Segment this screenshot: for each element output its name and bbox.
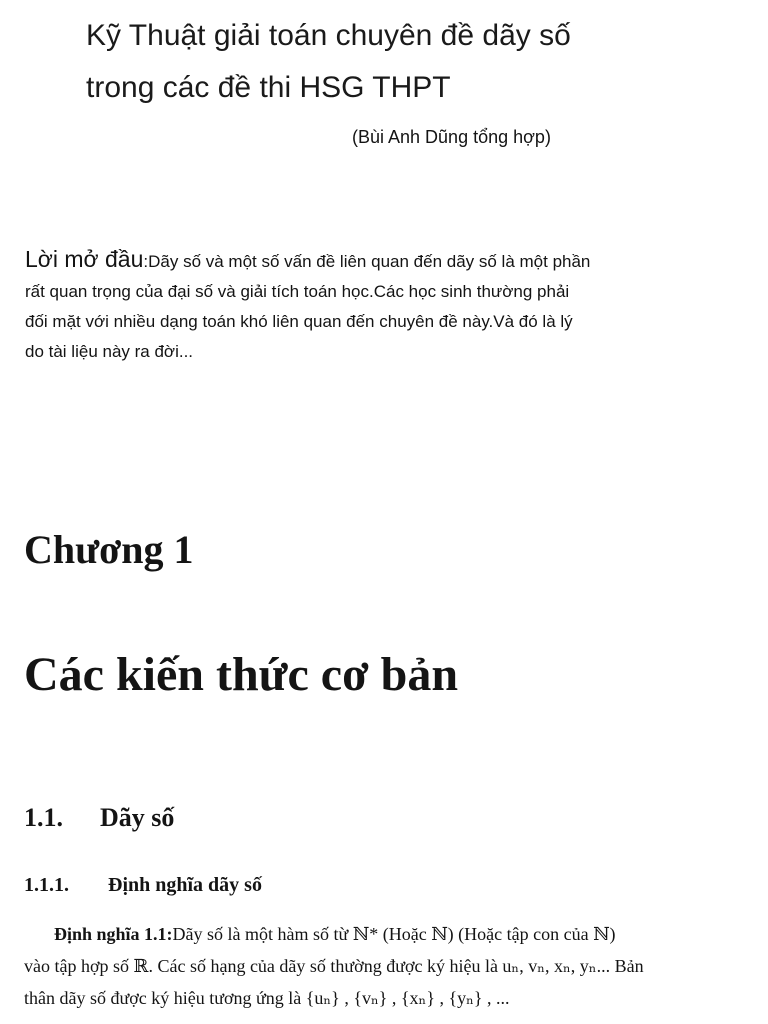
intro-line-4: do tài liệu này ra đời... — [25, 342, 194, 361]
definition-label: Định nghĩa 1.1: — [54, 924, 173, 944]
definition-line-3: thân dãy số được ký hiệu tương ứng là {uₙ} , {vₙ} , {xₙ} , {yₙ} , ... — [24, 988, 510, 1008]
intro-lead: Lời mở đầu — [25, 246, 144, 272]
document-title — [86, 10, 726, 114]
subsection-title: Định nghĩa dãy số — [108, 874, 262, 896]
chapter-label: Chương 1 — [24, 527, 194, 572]
title-line-2: trong các đề thi HSG THPT — [86, 71, 451, 104]
introduction — [25, 244, 745, 367]
chapter-title: Các kiến thức cơ bản — [24, 648, 459, 701]
section-heading — [24, 798, 174, 838]
intro-line-3: đối mặt với nhiều dạng toán khó liên quan đến chuyên đề này.Và đó là lý — [25, 312, 573, 331]
definition-text-1: Dãy số là một hàm số từ ℕ* (Hoặc ℕ) (Hoặc tập con của ℕ) — [172, 924, 616, 944]
section-number: 1.1. — [24, 803, 63, 832]
author-credit: (Bùi Anh Dũng tổng hợp) — [352, 127, 551, 147]
definition-paragraph — [24, 918, 744, 1014]
subsection-number: 1.1.1. — [24, 874, 69, 896]
intro-line-2: rất quan trọng của đại số và giải tích toán học.Các học sinh thường phải — [25, 282, 570, 301]
definition-line-2: vào tập hợp số ℝ. Các số hạng của dãy số thường được ký hiệu là uₙ, vₙ, xₙ, yₙ... Bản — [24, 956, 644, 976]
title-line-1: Kỹ Thuật giải toán chuyên đề dãy số — [86, 19, 571, 52]
intro-line-1 — [25, 244, 745, 277]
section-title: Dãy số — [100, 803, 175, 832]
intro-text-1: :Dãy số và một số vấn đề liên quan đến dãy số là một phần — [143, 252, 591, 271]
subsection-heading — [24, 868, 262, 902]
definition-line-1 — [24, 918, 744, 950]
